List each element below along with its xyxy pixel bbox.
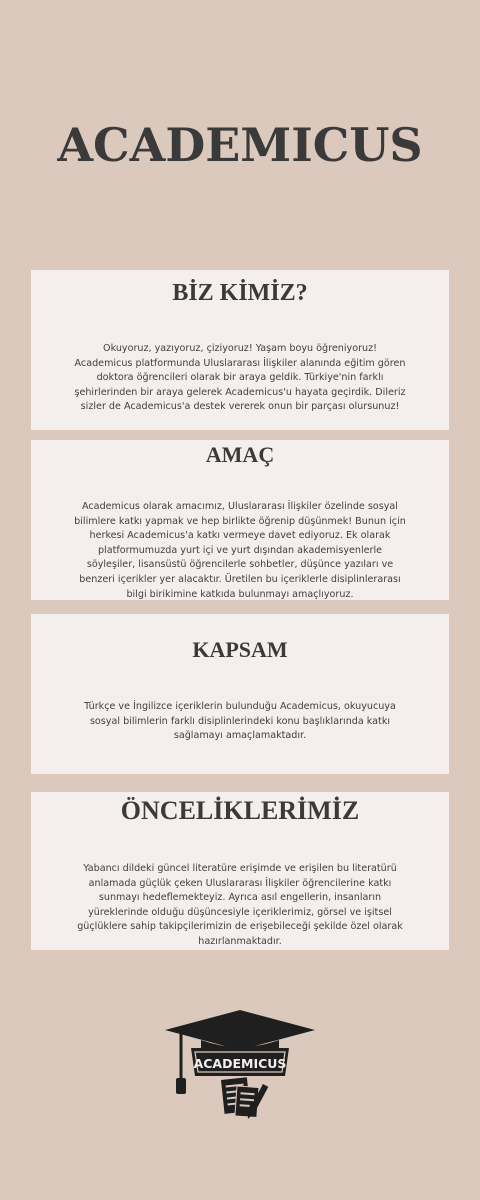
section-title: BİZ KİMİZ? — [172, 280, 308, 306]
section-title: AMAÇ — [205, 442, 275, 467]
section-kapsam — [31, 614, 449, 774]
section-body: Türkçe ve İngilizce içeriklerin bulunduğu Academicus, okuyucuya sosyal bilimlerin farklı disiplinlerindeki konu başlıklarında katkı sağlamayı amaçlamaktadır. — [84, 701, 396, 742]
section-title: KAPSAM — [192, 637, 288, 662]
section-body: Academicus olarak amacımız, Uluslararası İlişkiler özelinde sosyal bilimlere katkı yapmak ve hep birlikte öğrenip düşünmek! Bunun için herkesi Academicus'a katkı vermeye davet ediyoruz. Ek olarak platformumuzda yurt içi ve yurt dışından akademisyenlerle söyleşiler, lisansüstü öğrencilerle sohbetler, düşünce yazıları ve benzeri içerikler yer alacaktır. Üretilen bu içeriklerle disiplinlerarası bilgi birikimine katkıda bulunmayı amaçlıyoruz. — [74, 501, 406, 600]
academicus-logo — [163, 1008, 317, 1132]
section-body: Yabancı dildeki güncel literatüre erişimde ve erişilen bu literatürü anlamada güçlük çeken Uluslararası İlişkiler öğrencilerine katkı sunmayı hedeflemekteyiz. Ayrıca asıl engellerin, insanların yüreklerinde olduğu düşüncesiyle içeriklerimiz, görsel ve işitsel güçlüklere sahip takipçilerimizin de erişebileceği şekilde özel olarak hazırlanmaktadır. — [77, 863, 403, 947]
section-body: Okuyoruz, yazıyoruz, çiziyoruz! Yaşam boyu öğreniyoruz! Academicus platformunda Uluslararası İlişkiler alanında eğitim gören doktora öğrencileri olarak bir araya geldik. Türkiye'nin farklı şehirlerinden bir araya gelerek Academicus'u hayata geçirdik. Dileriz sizler de Academicus'a destek vererek onun bir parçası olursunuz! — [74, 343, 406, 413]
section-onceliklerimiz — [31, 792, 449, 950]
section-biz-kimiz — [31, 270, 449, 430]
section-amac — [31, 440, 449, 600]
section-title: ÖNCELİKLERİMİZ — [120, 796, 360, 825]
logo-text: ACADEMICUS — [193, 1056, 287, 1071]
graduation-cap-icon — [163, 1008, 317, 1132]
page-title: ACADEMICUS — [57, 118, 423, 172]
